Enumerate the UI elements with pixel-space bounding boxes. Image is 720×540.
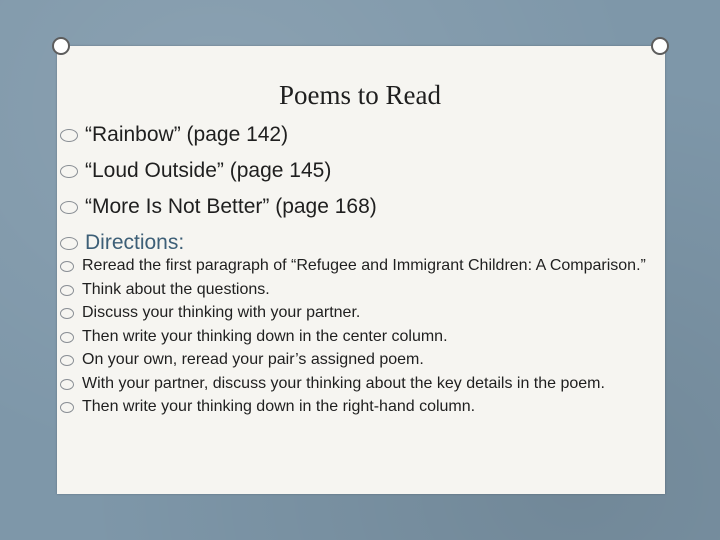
list-item [60,280,650,301]
bullet-icon [60,402,74,413]
bullet-icon [60,355,74,366]
poem-title: “Rainbow” (page 142) [85,123,289,146]
bullet-icon [60,285,74,296]
list-item [60,256,650,277]
bullet-icon [60,261,74,272]
list-item [60,397,650,418]
direction-text: Reread the first paragraph of “Refugee and Immigrant Children: A Comparison.” [82,257,646,274]
direction-text: With your partner, discuss your thinking about the key details in the poem. [82,374,605,392]
list-item [60,350,650,371]
poem-list [60,123,377,267]
bullet-icon [60,379,74,390]
directions-list [60,256,650,421]
poem-title: “More Is Not Better” (page 168) [85,195,377,218]
direction-text: Then write your thinking down in the center column. [82,327,448,345]
bullet-icon [60,201,78,214]
direction-text: Discuss your thinking with your partner. [82,304,361,321]
bullet-icon [60,129,78,142]
bullet-icon [60,237,78,250]
directions-heading: Directions: [85,231,185,254]
slide-title: Poems to Read [279,80,441,110]
bullet-icon [60,308,74,319]
list-item [60,159,377,195]
direction-text: Think about the questions. [82,280,270,298]
list-item [60,327,650,348]
list-item [60,374,650,395]
pin-icon [52,37,70,55]
pin-icon [651,37,669,55]
direction-text: Then write your thinking down in the right-hand column. [82,398,476,415]
bullet-icon [60,332,74,343]
bullet-icon [60,165,78,178]
list-item [60,123,377,159]
poem-title: “Loud Outside” (page 145) [85,159,332,182]
direction-text: On your own, reread your pair’s assigned poem. [82,351,424,368]
list-item [60,303,650,324]
list-item [60,195,377,231]
